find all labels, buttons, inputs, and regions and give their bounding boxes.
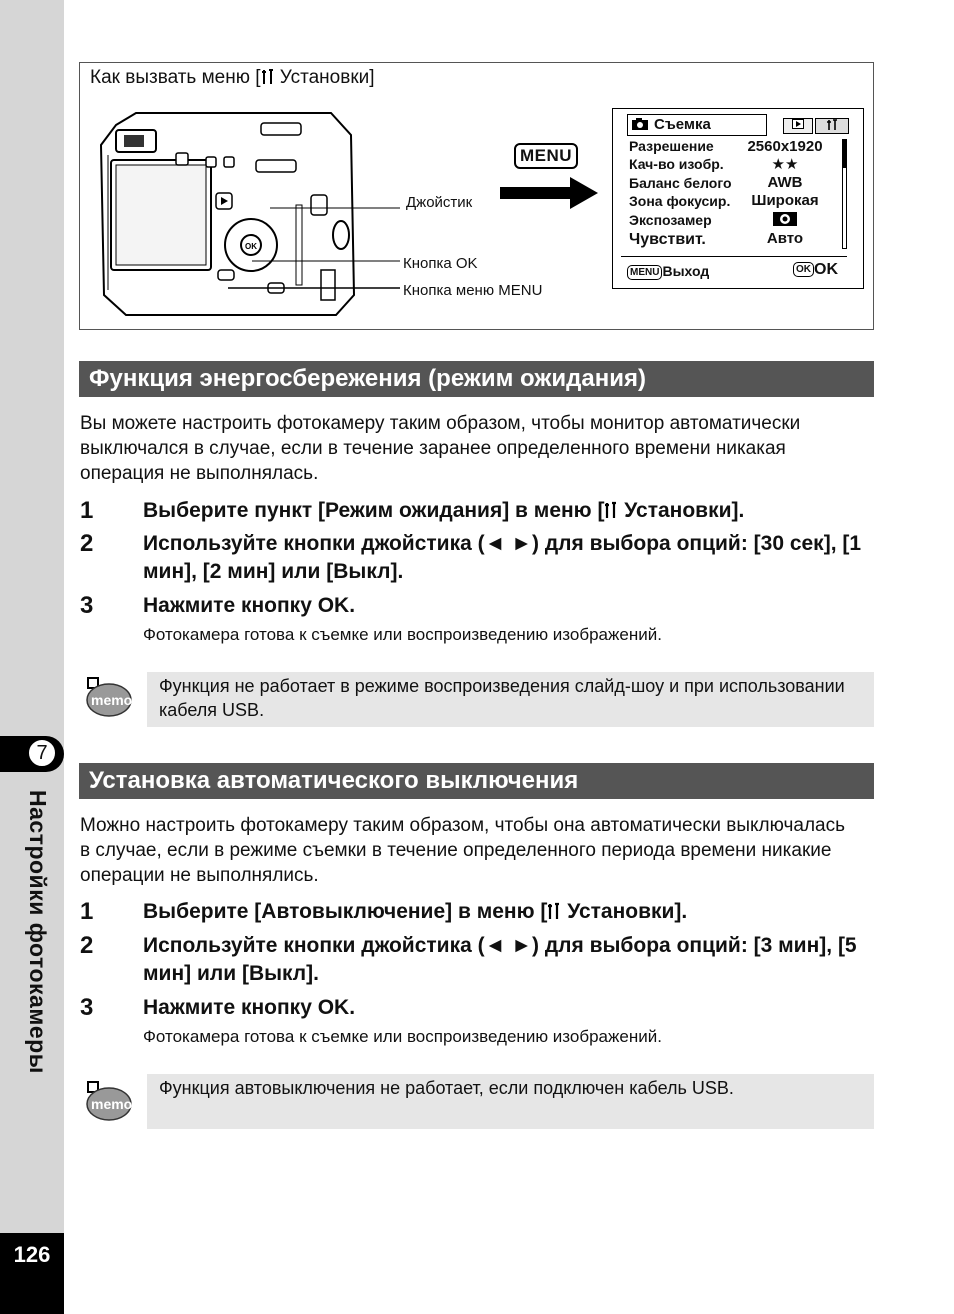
chapter-title: Настройки фотокамеры [25,790,51,1074]
lcd-tab-playback [783,118,813,134]
step-number: 3 [80,994,94,1021]
memo-icon [82,674,132,720]
step-number: 1 [80,898,94,925]
page-number: 126 [13,1242,51,1267]
lcd-row-value: Широкая [751,192,819,209]
lcd-scrollbar [842,139,847,249]
lcd-ok-hint: OK OK [793,261,838,279]
lcd-tab-shooting: Съемка [627,114,767,136]
menu-pill: MENU [627,265,662,280]
metering-icon [772,211,798,227]
lcd-row-label: Чувствит. [629,231,706,248]
playback-icon [792,119,804,129]
lcd-exit-hint: MENU Выход [627,263,709,280]
lcd-scrollbar-thumb [843,140,846,168]
lcd-row-label: Кач-во изобр. [629,156,724,172]
svg-text:memo: memo [91,692,132,708]
lcd-row-value: Авто [766,230,804,247]
step-text: Нажмите кнопку OK. [143,996,356,1019]
chapter-number: 7 [27,738,57,768]
wrench-icon [826,119,838,131]
svg-text:memo: memo [91,1096,132,1112]
step-number: 1 [80,497,94,524]
step-number: 2 [80,530,94,557]
ok-pill: OK [793,262,814,277]
section-intro: Вы можете настроить фотокамеру таким образом, чтобы монитор автоматически выключался в случае, если в течение заранее определенного времени никакая операция не выполнялась. [80,413,801,484]
lcd-row-value: AWB [767,174,803,191]
lcd-divider [621,256,847,257]
menu-button-label: MENU [514,143,578,169]
memo-note: Функция автовыключения не работает, если подключен кабель USB. [147,1074,874,1129]
camera-icon [632,118,648,130]
section-intro: Можно настроить фотокамеру таким образом, чтобы она автоматически выключалась в случае, если в режиме съемки в течение определенного периода времени никакие операции не выполнялись. [80,815,845,886]
step-subtext: Фотокамера готова к съемке или воспроизведению изображений. [143,1027,662,1046]
lcd-row-label: Экспозамер [629,212,712,228]
step-number: 3 [80,592,94,619]
arrow-right-icon [500,173,600,213]
memo-note: Функция не работает в режиме воспроизведения слайд-шоу и при использовании кабеля USB. [147,672,874,727]
callout-menu-button: Кнопка меню MENU [403,282,543,299]
step-text: Выберите пункт [Режим ожидания] в меню [ Установки]. [143,499,745,522]
memo-icon [82,1078,132,1124]
lcd-row-label: Баланс белого [629,175,732,191]
lcd-row-label: Разрешение [629,138,714,154]
lcd-menu-screen [612,108,864,289]
callout-ok-button: Кнопка OK [403,255,478,272]
callout-joystick: Джойстик [406,194,473,211]
section-title: Установка автоматического выключения [79,763,874,799]
figure-caption: Как вызвать меню [ Установки] [90,67,375,88]
lcd-row-value [733,211,837,231]
step-text: Используйте кнопки джойстика (◄ ►) для выбора опций: [3 мин], [5 мин] или [Выкл]. [143,934,857,985]
lcd-tab-setup [815,118,849,134]
lcd-row-label: Зона фокусир. [629,193,731,209]
callout-lines [80,63,400,331]
lcd-row-value: ★★ [771,156,799,173]
step-subtext: Фотокамера готова к съемке или воспроизведению изображений. [143,625,662,644]
sidebar [0,0,64,1314]
step-text: Выберите [Автовыключение] в меню [ Установки]. [143,900,688,923]
step-number: 2 [80,932,94,959]
wrench-icon [604,501,618,519]
lcd-row-value: 2560x1920 [747,138,823,155]
section-title: Функция энергосбережения (режим ожидания) [79,361,874,397]
step-text: Нажмите кнопку OK. [143,594,356,617]
wrench-icon [547,902,561,920]
step-text: Используйте кнопки джойстика (◄ ►) для выбора опций: [30 сек], [1 мин], [2 мин] или [Выкл]. [143,532,862,583]
svg-text:OK: OK [245,242,257,251]
menu-figure [79,62,874,330]
